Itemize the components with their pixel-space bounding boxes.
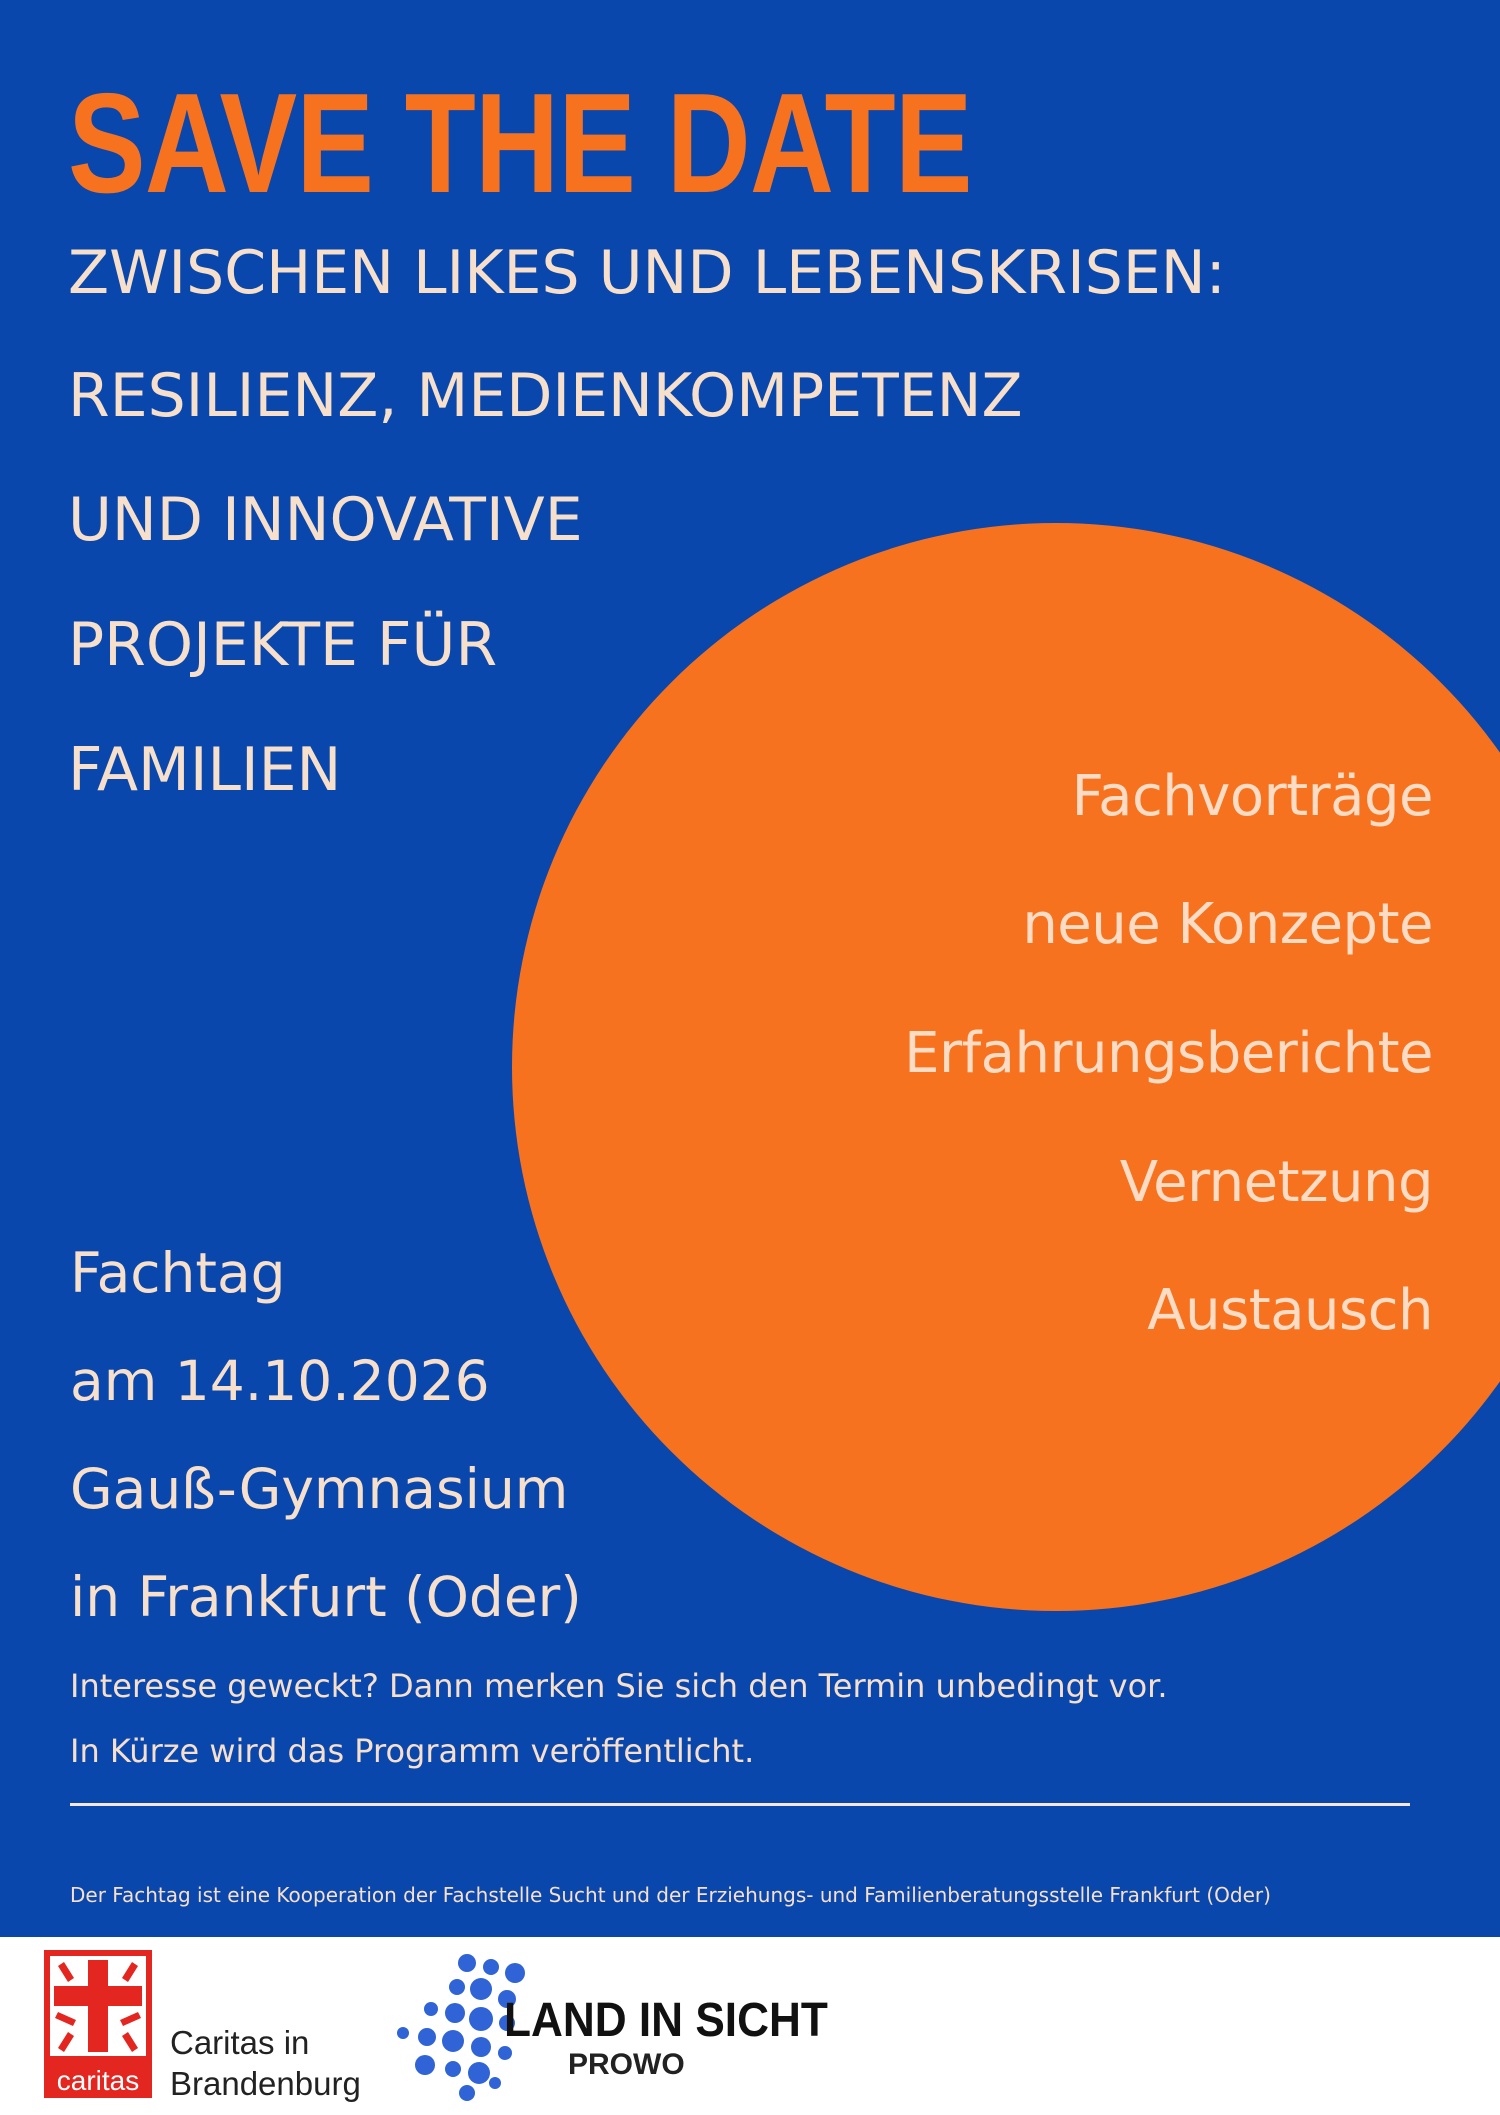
feature-item: neue Konzepte: [1022, 892, 1433, 957]
caritas-badge-text: caritas: [56, 2065, 140, 2096]
land-in-sicht-name: LAND IN SICHT: [504, 1994, 828, 2047]
feature-item: Erfahrungsberichte: [904, 1021, 1433, 1086]
event-venue: Gauß-Gymnasium: [70, 1457, 569, 1521]
caritas-label-line2: Brandenburg: [170, 2065, 361, 2102]
event-city: in Frankfurt (Oder): [70, 1565, 582, 1629]
title-line: PROJEKTE FÜR: [68, 610, 498, 680]
caritas-logo: [44, 1950, 152, 2098]
headline: SAVE THE DATE: [68, 64, 972, 223]
divider: [70, 1803, 1410, 1806]
cooperation-note: Der Fachtag ist eine Kooperation der Fachstelle Sucht und der Erziehungs- und Familienberatungsstelle Frankfurt (Oder): [70, 1883, 1271, 1907]
program-note: In Kürze wird das Programm veröffentlicht.: [70, 1732, 755, 1770]
title-line: RESILIENZ, MEDIENKOMPETENZ: [68, 361, 1023, 431]
event-type: Fachtag: [70, 1241, 286, 1305]
feature-item: Fachvorträge: [1071, 764, 1433, 829]
feature-item: Austausch: [1147, 1278, 1433, 1343]
land-in-sicht-sub: PROWO: [568, 2048, 685, 2081]
interest-note: Interesse geweckt? Dann merken Sie sich den Termin unbedingt vor.: [70, 1667, 1168, 1705]
title-line: ZWISCHEN LIKES UND LEBENSKRISEN:: [68, 238, 1226, 308]
feature-item: Vernetzung: [1119, 1150, 1433, 1215]
caritas-label-line1: Caritas in: [170, 2024, 310, 2061]
title-line: FAMILIEN: [68, 735, 342, 805]
event-date: am 14.10.2026: [70, 1349, 490, 1413]
title-line: UND INNOVATIVE: [68, 485, 583, 555]
